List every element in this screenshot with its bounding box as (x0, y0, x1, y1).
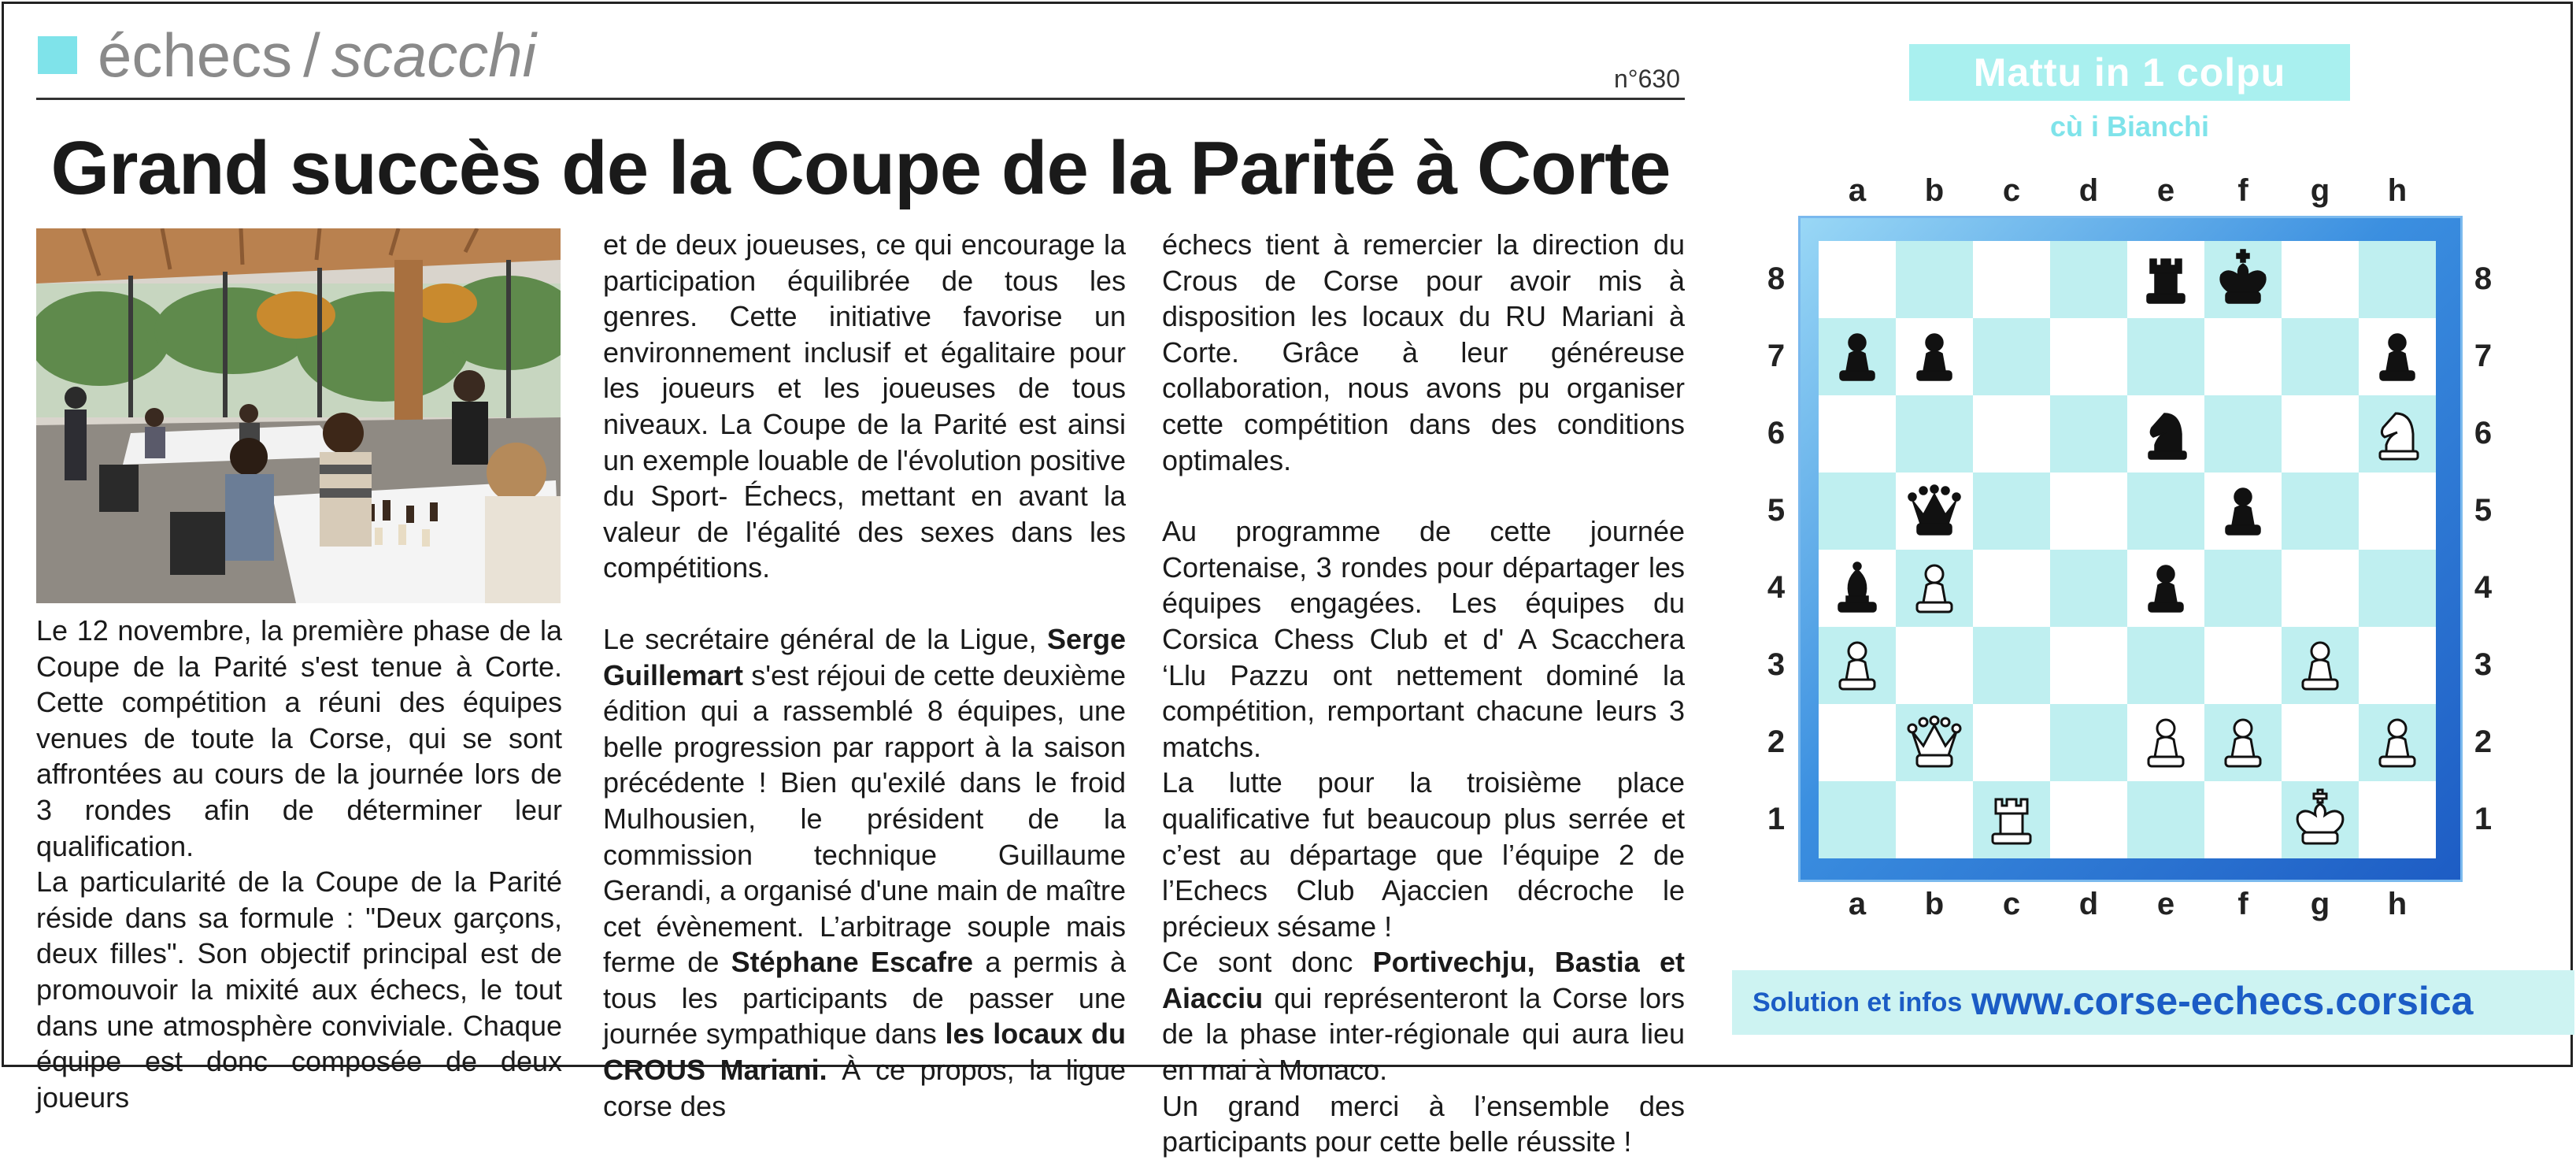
text-run: À ce propos, la ligue corse des (603, 1054, 1126, 1122)
square-g1[interactable] (2282, 781, 2359, 858)
paragraph: Le 12 novembre, la première phase de la Coupe de la Parité s'est tenue à Corte. Cette compétition a réuni des équipes venues de toute la Corse, qui se sont affrontées au cours de la journée lors de 3 rondes afin de déterminer leur qualification. (36, 614, 562, 862)
section-title-co: scacchi (331, 20, 536, 90)
square-h8[interactable] (2359, 241, 2436, 318)
square-e8[interactable] (2127, 241, 2204, 318)
section-title (98, 17, 536, 93)
square-b8[interactable] (1896, 241, 1973, 318)
square-c6[interactable] (1973, 395, 2050, 473)
file-label: g (2310, 173, 2330, 208)
square-b4[interactable] (1896, 550, 1973, 627)
square-d6[interactable] (2050, 395, 2127, 473)
file-label: e (2156, 173, 2175, 208)
file-label: a (1848, 887, 1867, 921)
paragraph: et de deux joueuses, ce qui encourage la participation équilibrée de tous les genres. Cette initiative favorise un environnement inclusif et égalitaire pour les joueurs et les joueuses de tous niveaux. La Coupe de la Parité est ainsi un exemple louable de l'évolution positive du Sport- Échecs, mettant en avant la valeur de l'égalité des sexes dans les compétitions. (603, 228, 1126, 584)
square-g8[interactable] (2282, 241, 2359, 318)
file-label: c (2002, 887, 2021, 921)
square-d3[interactable] (2050, 627, 2127, 704)
rank-label: 7 (2474, 339, 2493, 373)
square-d1[interactable] (2050, 781, 2127, 858)
square-f2[interactable] (2204, 704, 2282, 781)
square-f7[interactable] (2204, 318, 2282, 395)
square-c1[interactable] (1973, 781, 2050, 858)
text-run: s'est réjoui de cette deuxième édition qui a rassemblé 8 équipes, une belle progression par rapport à la saison précédente ! Bien qu'exilé dans le froid Mulhousien, le président de la commission technique Guillaume Gerandi, a organisé d'une main de maître cet évènement. L’arbitrage souple mais ferme de (603, 658, 1126, 979)
solution-label: Solution et infos (1752, 988, 1963, 1017)
square-c3[interactable] (1973, 627, 2050, 704)
square-h1[interactable] (2359, 781, 2436, 858)
file-label: d (2078, 887, 2099, 921)
square-g4[interactable] (2282, 550, 2359, 627)
square-c4[interactable] (1973, 550, 2050, 627)
file-label: b (1924, 887, 1945, 921)
rank-label: 4 (1767, 570, 1786, 605)
file-label: d (2078, 173, 2099, 208)
square-c7[interactable] (1973, 318, 2050, 395)
square-a3[interactable] (1819, 627, 1896, 704)
issue-number: n°630 (1614, 65, 1680, 93)
file-label: h (2387, 887, 2408, 921)
rank-label: 4 (2474, 570, 2493, 605)
square-f3[interactable] (2204, 627, 2282, 704)
paragraph: échecs tient à remercier la direction du Crous de Corse pour avoir mis à disposition les locaux du RU Mariani à Corte. Grâce à leur généreuse collaboration, nous avons pu organiser cette compétition dans des conditions optimales. (1162, 228, 1685, 476)
square-g2[interactable] (2282, 704, 2359, 781)
square-c5[interactable] (1973, 473, 2050, 550)
rank-label: 5 (1767, 493, 1786, 528)
square-h4[interactable] (2359, 550, 2436, 627)
square-d4[interactable] (2050, 550, 2127, 627)
solution-banner (1732, 970, 2574, 1035)
square-b3[interactable] (1896, 627, 1973, 704)
square-e1[interactable] (2127, 781, 2204, 858)
square-h6[interactable] (2359, 395, 2436, 473)
file-label: c (2002, 173, 2021, 208)
paragraph: La lutte pour la troisième place qualificative fut beaucoup plus serrée et c’est au départage que l’équipe 2 de l’Echecs Club Ajaccien décroche le précieux sésame ! (1162, 766, 1685, 943)
square-h2[interactable] (2359, 704, 2436, 781)
square-a2[interactable] (1819, 704, 1896, 781)
puzzle-title: Mattu in 1 colpu (1909, 44, 2350, 101)
person-name: Serge Guillemart (603, 622, 1126, 691)
section-marker (38, 36, 77, 74)
square-b1[interactable] (1896, 781, 1973, 858)
square-f1[interactable] (2204, 781, 2282, 858)
square-h3[interactable] (2359, 627, 2436, 704)
square-a8[interactable] (1819, 241, 1896, 318)
square-b7[interactable] (1896, 318, 1973, 395)
text-run: a permis à tous les participants de passer une journée sympathique dans (603, 946, 1126, 1051)
square-a7[interactable] (1819, 318, 1896, 395)
text-run: qui représenteront la Corse lors de la phase inter-régionale qui aura lieu en mai à Monaco. (1162, 981, 1685, 1087)
text-run: Ce sont donc (1162, 946, 1373, 979)
text-run: Le secrétaire général de la Ligue, (603, 622, 1047, 655)
chess-board (1819, 241, 2436, 858)
square-g6[interactable] (2282, 395, 2359, 473)
paragraph (603, 621, 1126, 1124)
square-e2[interactable] (2127, 704, 2204, 781)
square-e5[interactable] (2127, 473, 2204, 550)
rank-label: 7 (1767, 339, 1786, 373)
square-a5[interactable] (1819, 473, 1896, 550)
rank-label: 6 (1767, 416, 1786, 450)
rank-label: 8 (2474, 261, 2493, 296)
square-f6[interactable] (2204, 395, 2282, 473)
square-h7[interactable] (2359, 318, 2436, 395)
venue-name: les locaux du CROUS Mariani. (603, 1017, 1127, 1087)
square-f4[interactable] (2204, 550, 2282, 627)
rank-label: 1 (2474, 802, 2493, 836)
rank-label: 2 (2474, 725, 2493, 759)
tournament-photo (36, 228, 561, 603)
person-name: Stéphane Escafre (731, 946, 974, 979)
file-label: e (2156, 887, 2175, 921)
rank-label: 3 (1767, 647, 1786, 682)
paragraph (1162, 944, 1685, 1088)
rank-label: 3 (2474, 647, 2493, 682)
square-a1[interactable] (1819, 781, 1896, 858)
section-title-fr: échecs (98, 20, 293, 90)
square-e7[interactable] (2127, 318, 2204, 395)
puzzle-subtitle: cù i Bianchi (2049, 110, 2210, 143)
file-label: b (1924, 173, 1945, 208)
file-label: f (2237, 887, 2248, 921)
square-a6[interactable] (1819, 395, 1896, 473)
file-label: a (1848, 173, 1867, 208)
square-g5[interactable] (2282, 473, 2359, 550)
article-column-3 (1162, 227, 1685, 1160)
square-g3[interactable] (2282, 627, 2359, 704)
square-f8[interactable] (2204, 241, 2282, 318)
square-g7[interactable] (2282, 318, 2359, 395)
headline: Grand succès de la Coupe de la Parité à Corte (50, 126, 1671, 210)
square-e6[interactable] (2127, 395, 2204, 473)
square-d7[interactable] (2050, 318, 2127, 395)
square-f5[interactable] (2204, 473, 2282, 550)
square-d2[interactable] (2050, 704, 2127, 781)
rank-label: 8 (1767, 261, 1786, 296)
square-a4[interactable] (1819, 550, 1896, 627)
square-h5[interactable] (2359, 473, 2436, 550)
chess-board-frame (1798, 216, 2463, 882)
article-column-2 (603, 227, 1126, 1124)
square-c8[interactable] (1973, 241, 2050, 318)
paragraph: La particularité de la Coupe de la Parité réside dans sa formule : "Deux garçons, deux filles". Son objectif principal est de promouvoir la mixité aux échecs, le tout dans une atmosphère conviviale. Chaque équipe est donc composée de deux joueurs (36, 865, 562, 1114)
rank-label: 1 (1767, 802, 1786, 836)
team-names: Portivechju, Bastia et Aiacciu (1162, 946, 1685, 1014)
square-d5[interactable] (2050, 473, 2127, 550)
paragraph: Un grand merci à l’ensemble des participants pour cette belle réussite ! (1162, 1089, 1685, 1158)
article-column-1 (36, 613, 562, 1115)
square-b6[interactable] (1896, 395, 1973, 473)
paragraph: Au programme de cette journée Cortenaise, 3 rondes pour départager les équipes engagées. Les équipes du Corsica Chess Club et d' A Scacchera ‘Llu Pazzu ont nettement dominé la compétition, remportant chacune leurs 3 matchs. (1162, 515, 1685, 763)
rank-label: 2 (1767, 725, 1786, 759)
solution-link[interactable]: www.corse-echecs.corsica (1971, 979, 2474, 1023)
square-d8[interactable] (2050, 241, 2127, 318)
file-label: h (2387, 173, 2408, 208)
rank-label: 5 (2474, 493, 2493, 528)
square-b5[interactable] (1896, 473, 1973, 550)
header-rule (36, 98, 1685, 100)
rank-label: 6 (2474, 416, 2493, 450)
section-separator: / (303, 20, 320, 90)
file-label: g (2310, 887, 2330, 921)
square-c2[interactable] (1973, 704, 2050, 781)
square-b2[interactable] (1896, 704, 1973, 781)
square-e3[interactable] (2127, 627, 2204, 704)
square-e4[interactable] (2127, 550, 2204, 627)
file-label: f (2237, 173, 2248, 208)
